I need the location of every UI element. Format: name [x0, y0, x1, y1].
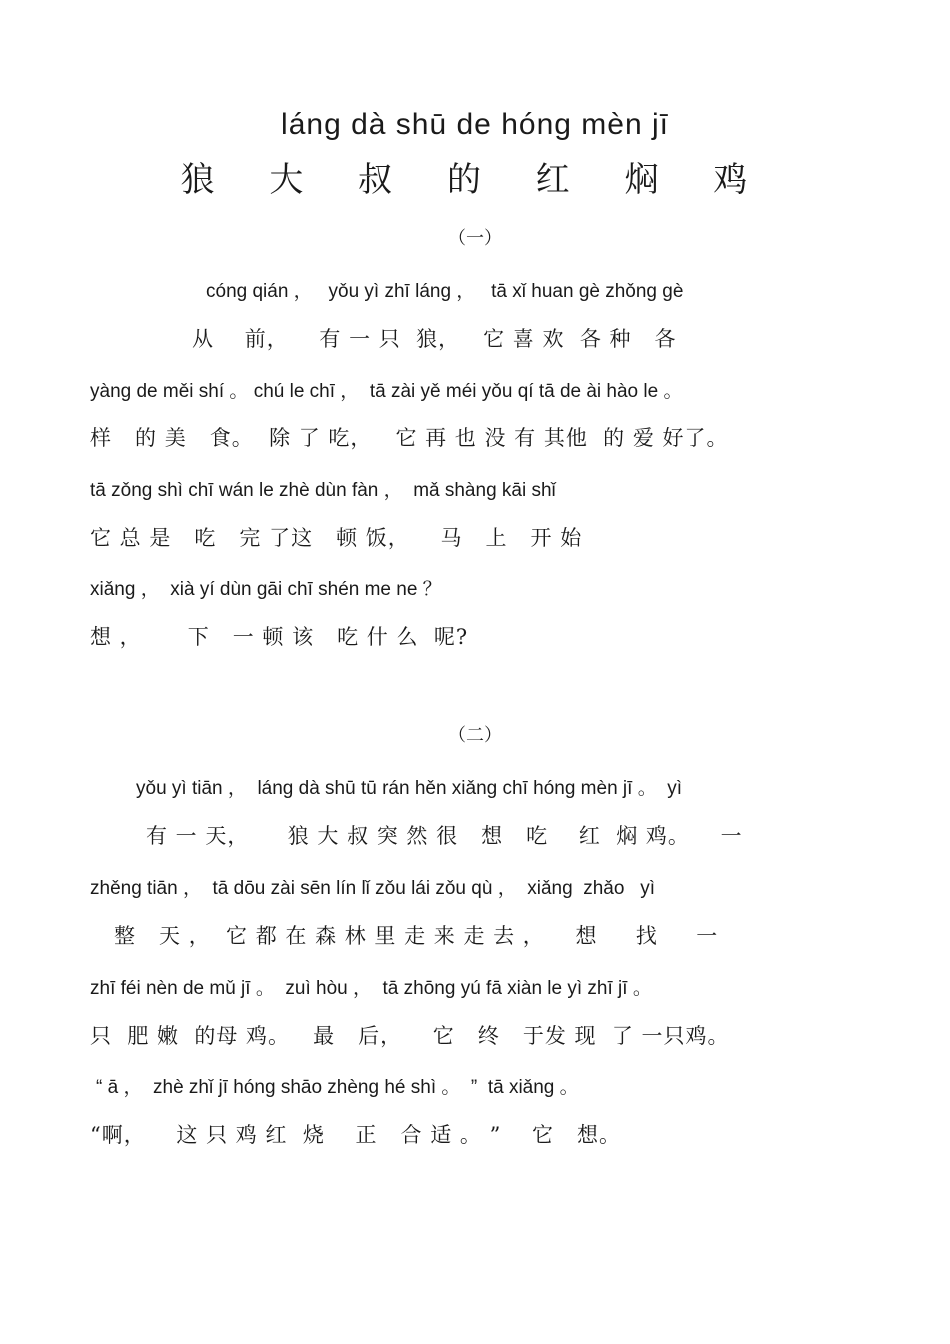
section-label-2: （二） [448, 725, 502, 746]
hanzi-line: 样 的 美 食。 除 了 吃， 它 再 也 没 有 其他 的 爱 好了。 [90, 426, 729, 450]
hanzi-line: “啊， 这 只 鸡 红 烧 正 合 适 。 ” 它 想。 [90, 1123, 622, 1147]
section-label-1: （一） [448, 228, 502, 249]
hanzi-line: 有 一 天， 狼 大 叔 突 然 很 想 吃 红 焖 鸡。 一 [146, 824, 743, 848]
hanzi-line: 从 前， 有 一 只 狼， 它 喜 欢 各 种 各 [192, 327, 677, 351]
title-hanzi: 狼 大 叔 的 红 焖 鸡 [180, 160, 770, 200]
hanzi-line: 它 总 是 吃 完 了这 顿 饭， 马 上 开 始 [90, 526, 583, 550]
hanzi-line: 整 天 ， 它 都 在 森 林 里 走 来 走 去 ， 想 找 一 [114, 924, 719, 948]
pinyin-line: zhěng tiān ， tā dōu zài sēn lín lǐ zǒu lái zǒu qù ， xiǎng zhǎo yì [90, 878, 656, 899]
pinyin-line: tā zǒng shì chī wán le zhè dùn fàn ， mǎ shàng kāi shǐ [90, 480, 556, 501]
hanzi-line: 想 ， 下 一 顿 该 吃 什 么 呢? [90, 625, 469, 649]
pinyin-line: yàng de měi shí 。 chú le chī ， tā zài yě méi yǒu qí tā de ài hào le 。 [90, 381, 683, 402]
pinyin-line: xiǎng ， xià yí dùn gāi chī shén me ne ？ [90, 579, 442, 600]
pinyin-line: zhī féi nèn de mǔ jī 。 zuì hòu ， tā zhōng yú fā xiàn le yì zhī jī 。 [90, 978, 652, 999]
pinyin-line: yǒu yì tiān ， láng dà shū tū rán hěn xiǎng chī hóng mèn jī 。 yì [136, 778, 683, 799]
pinyin-line: cóng qián ， yǒu yì zhī láng ， tā xǐ huan gè zhǒng gè [206, 281, 684, 302]
title-pinyin: láng dà shū de hóng mèn jī [281, 108, 669, 141]
hanzi-line: 只 肥 嫩 的母 鸡。 最 后， 它 终 于发 现 了 一只鸡。 [90, 1024, 730, 1048]
pinyin-line: “ ā ， zhè zhǐ jī hóng shāo zhèng hé shì 。 ” tā xiǎng 。 [96, 1077, 579, 1098]
